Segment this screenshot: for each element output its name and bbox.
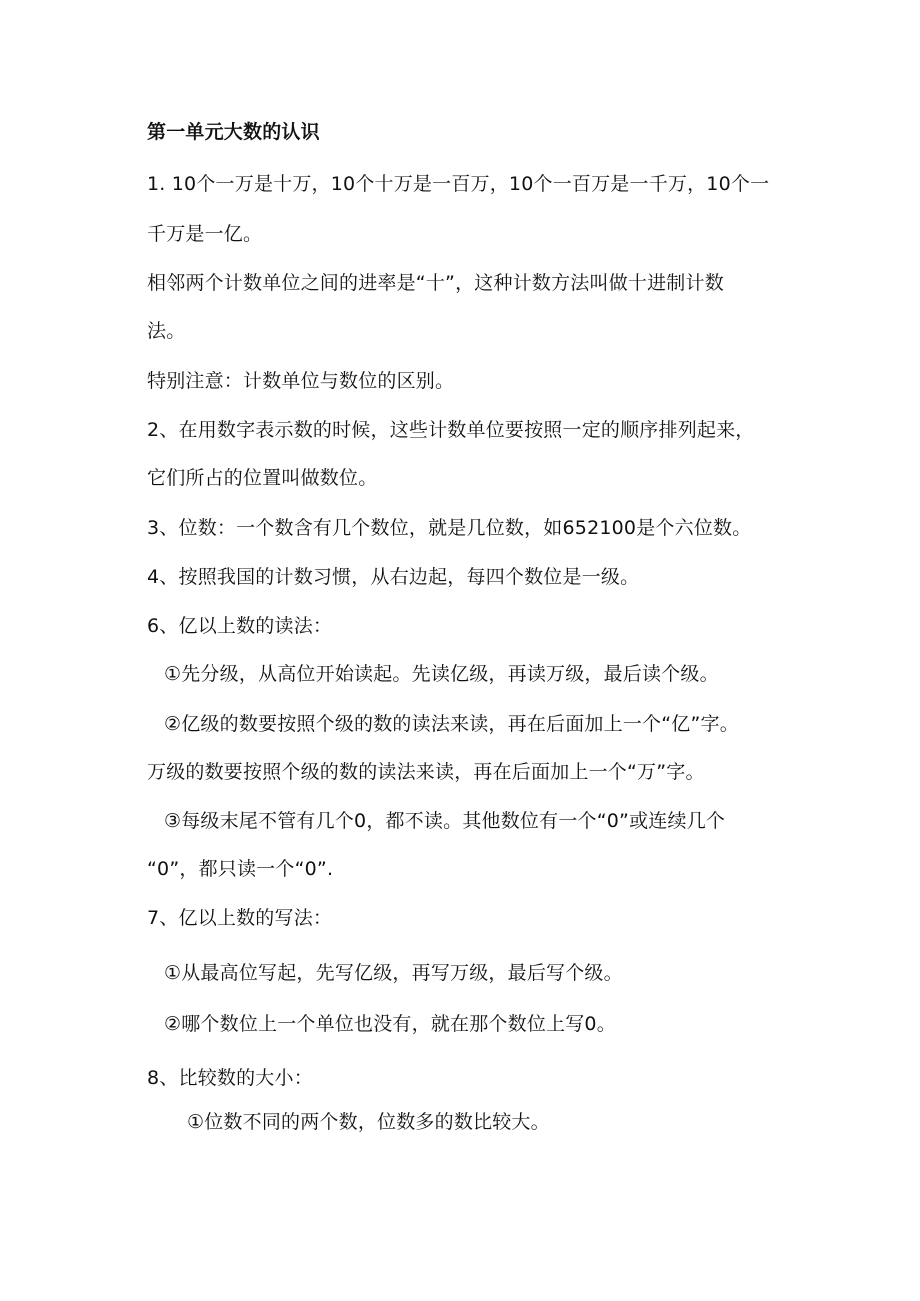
text-line: 2、在用数字表示数的时候，这些计数单位要按照一定的顺序排列起来， xyxy=(147,419,755,441)
text-line: 8、比较数的大小： xyxy=(147,1067,313,1089)
document-title: 第一单元大数的认识 xyxy=(147,121,320,143)
text-line: ②哪个数位上一个单位也没有，就在那个数位上写0。 xyxy=(164,1013,616,1035)
text-line: 千万是一亿。 xyxy=(147,223,263,245)
text-line: ①位数不同的两个数，位数多的数比较大。 xyxy=(187,1111,550,1133)
text-line: ②亿级的数要按照个级的数的读法来读，再在后面加上一个“亿”字。 xyxy=(164,713,739,735)
text-line: “0”，都只读一个“0”. xyxy=(147,858,334,880)
text-line: ①先分级，从高位开始读起。先读亿级，再读万级，最后读个级。 xyxy=(164,663,719,685)
text-line: 相邻两个计数单位之间的进率是“十”，这种计数方法叫做十进制计数 xyxy=(147,272,724,294)
text-line: 它们所占的位置叫做数位。 xyxy=(147,467,378,489)
text-line: 特别注意：计数单位与数位的区别。 xyxy=(147,370,455,392)
text-line: ①从最高位写起，先写亿级，再写万级，最后写个级。 xyxy=(164,962,623,984)
text-line: 4、按照我国的计数习惯，从右边起，每四个数位是一级。 xyxy=(147,566,640,588)
text-line: ③每级末尾不管有几个0，都不读。其他数位有一个“0”或连续几个 xyxy=(164,810,726,832)
text-line: 1. 10个一万是十万，10个十万是一百万，10个一百万是一千万，10个一 xyxy=(147,173,770,195)
text-line: 3、位数：一个数含有几个数位，就是几位数，如652100是个六位数。 xyxy=(147,517,752,539)
text-line: 法。 xyxy=(147,320,186,342)
text-line: 万级的数要按照个级的数的读法来读，再在后面加上一个“万”字。 xyxy=(147,761,705,783)
text-line: 6、亿以上数的读法： xyxy=(147,615,333,637)
text-line: 7、亿以上数的写法： xyxy=(147,907,333,929)
